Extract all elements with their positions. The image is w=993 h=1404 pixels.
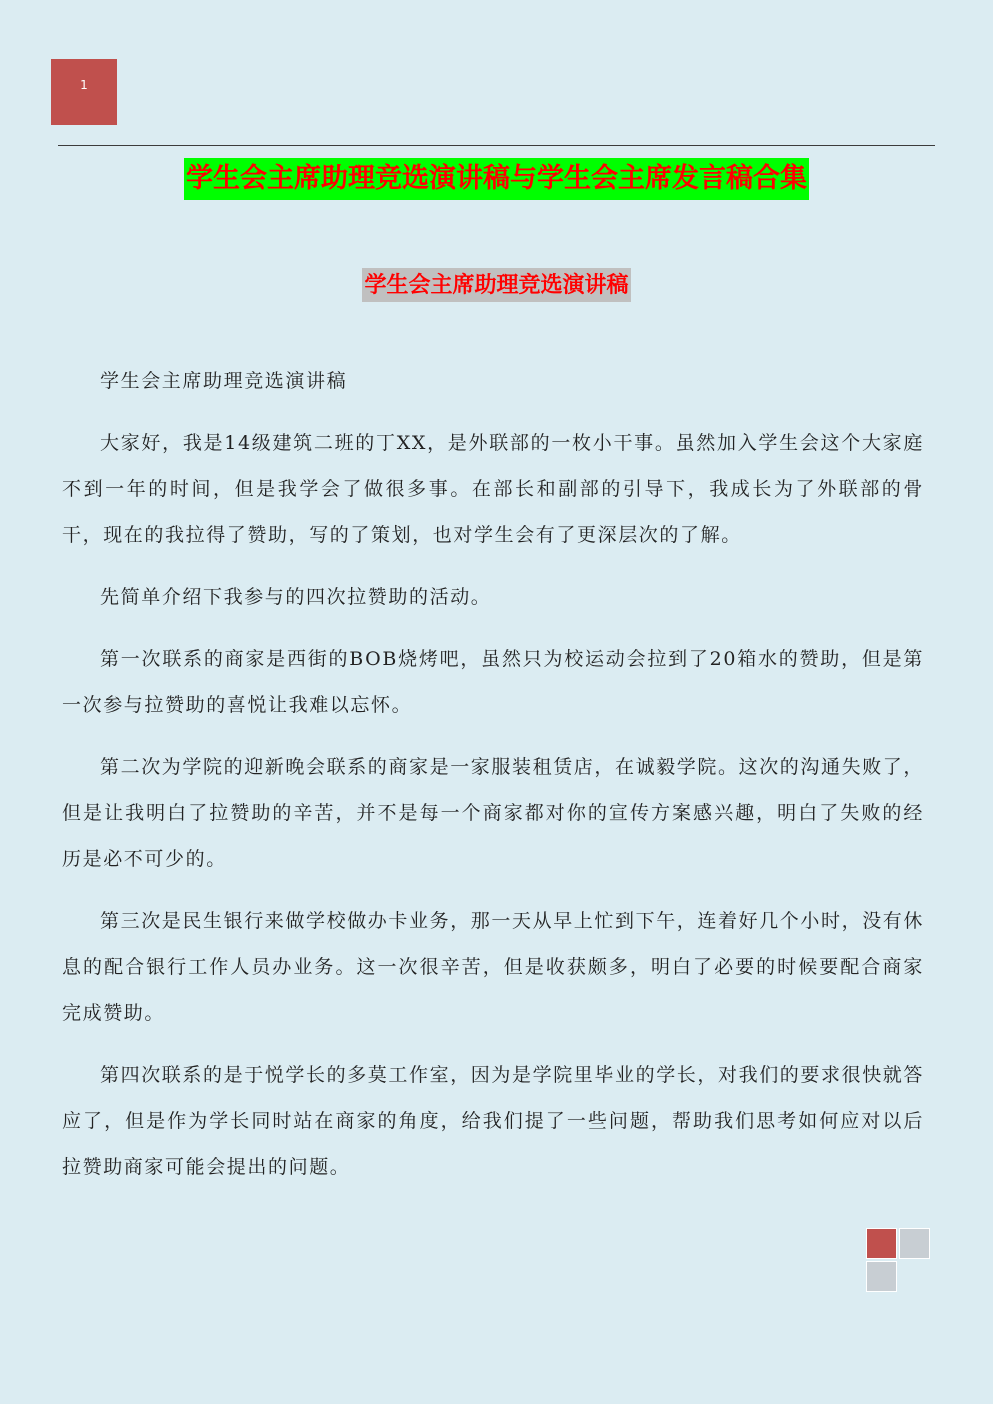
paragraph: 第三次是民生银行来做学校做办卡业务，那一天从早上忙到下午，连着好几个小时，没有休息的配合银行工作人员办业务。这一次很辛苦，但是收获颇多，明白了必要的时候要配合商家完成赞助。 <box>62 910 925 1024</box>
page-number: 1 <box>80 78 88 92</box>
paragraph: 第二次为学院的迎新晚会联系的商家是一家服装租赁店，在诚毅学院。这次的沟通失败了，但是让我明白了拉赞助的辛苦，并不是每一个商家都对你的宣传方案感兴趣，明白了失败的经历是必不可少的。 <box>62 756 925 870</box>
paragraph: 先简单介绍下我参与的四次拉赞助的活动。 <box>100 586 492 608</box>
header-divider <box>58 145 935 146</box>
decorative-squares <box>866 1228 934 1294</box>
decorative-square-gray <box>866 1261 897 1292</box>
body-text <box>62 358 924 1206</box>
decorative-square-gray <box>899 1228 930 1259</box>
page-number-badge <box>51 59 117 125</box>
decorative-square-red <box>866 1228 897 1259</box>
document-title: 学生会主席助理竞选演讲稿与学生会主席发言稿合集 <box>184 158 809 200</box>
paragraph: 第四次联系的是于悦学长的多莫工作室，因为是学院里毕业的学长，对我们的要求很快就答应了，但是作为学长同时站在商家的角度，给我们提了一些问题，帮助我们思考如何应对以后拉赞助商家可能会提出的问题。 <box>62 1064 925 1178</box>
section-title-container <box>0 268 993 302</box>
paragraph: 大家好，我是14级建筑二班的丁XX，是外联部的一枚小干事。虽然加入学生会这个大家庭不到一年的时间，但是我学会了做很多事。在部长和副部的引导下，我成长为了外联部的骨干，现在的我拉得了赞助，写的了策划，也对学生会有了更深层次的了解。 <box>62 432 924 546</box>
paragraph: 学生会主席助理竞选演讲稿 <box>100 370 348 392</box>
section-title: 学生会主席助理竞选演讲稿 <box>362 268 630 302</box>
paragraph: 第一次联系的商家是西街的BOB烧烤吧，虽然只为校运动会拉到了20箱水的赞助，但是第一次参与拉赞助的喜悦让我难以忘怀。 <box>62 648 924 716</box>
document-title-container <box>0 158 993 200</box>
